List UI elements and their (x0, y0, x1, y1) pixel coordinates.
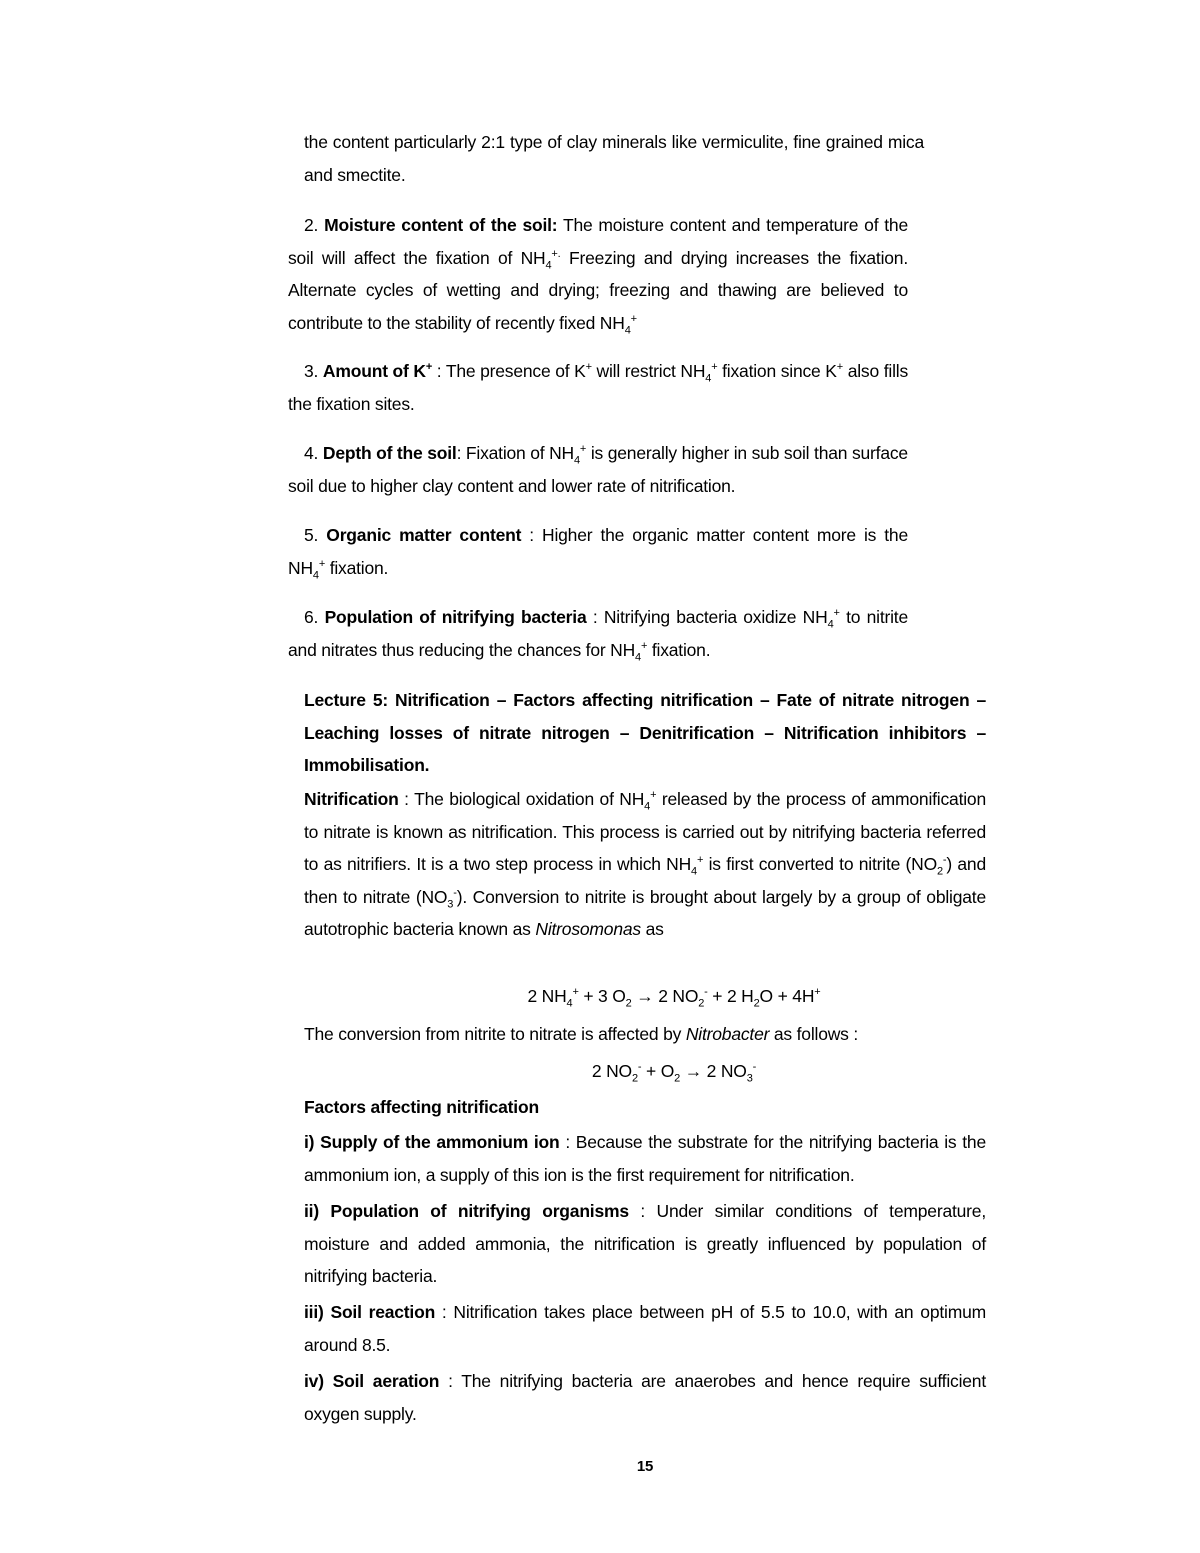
item-moisture: 2. Moisture content of the soil: The moisture content and temperature of the soil will affect the fixation of $NH_4^{+.}$ Freezing and drying increases the fixation. Alternate cycles of wetting and drying; freezing and thawing are believed to contribute to the stability of recently fixed $NH_4^+$ (288, 215, 908, 336)
factor-item: iii) Soil reaction : Nitrification takes place between pH of 5.5 to 10.0, with an optimum around 8.5. (304, 1302, 986, 1355)
item-heading: Organic matter content (326, 525, 522, 545)
item-number: 3. (304, 361, 319, 381)
genus-name: Nitrosomonas (535, 919, 641, 939)
factor-heading: Population of nitrifying organisms (330, 1201, 629, 1221)
equation-nitrite: 2 $NH_4^+ + 3$ $O_2 \to 2$ $NO_2^- + 2$ $H_2O + 4H^+$ (527, 986, 821, 1010)
factor-heading: Soil aeration (332, 1371, 440, 1391)
item-organic-matter: 5. Organic matter content : Higher the organic matter content more is the $NH_4^+$ fixation. (288, 525, 908, 581)
item-number: 5. (304, 525, 319, 545)
factor-item: i) Supply of the ammonium ion : Because the substrate for the nitrifying bacteria is the ammonium ion, a supply of this ion is the first requirement for nitrification. (304, 1132, 986, 1185)
item-nitrifying-bacteria: 6. Population of nitrifying bacteria : Nitrifying bacteria oxidize $NH_4^+$ to nitrite and nitrates thus reducing the chances for $NH_4^+$ fixation. (288, 607, 908, 663)
factor-heading: Supply of the ammonium ion (320, 1132, 560, 1152)
item-number: 6. (304, 607, 319, 627)
lecture-title: Lecture 5: Nitrification – Factors affecting nitrification – Fate of nitrate nitrogen – Leaching losses of nitrate nitrogen – Denitrification – Nitrification inhibitors – Immobilisation. (304, 690, 986, 775)
page-number: 15 (636, 1458, 654, 1475)
conversion-text: The conversion from nitrite to nitrate is affected by Nitrobacter as follows : (304, 1024, 859, 1044)
item-number: 2. (304, 215, 319, 235)
item-heading: Amount of K+ (322, 361, 433, 381)
item-heading: Population of nitrifying bacteria (324, 607, 587, 627)
nitrification-heading: Nitrification (304, 789, 399, 809)
intro-paragraph (304, 126, 924, 191)
intro-text: the content particularly 2:1 type of clay minerals like vermiculite, fine grained mica and smectite. (304, 132, 924, 185)
item-number: 4. (304, 443, 319, 463)
item-depth: 4. Depth of the soil: Fixation of $NH_4^+$ is generally higher in sub soil than surface soil due to higher clay content and lower rate of nitrification. (288, 443, 908, 496)
factor-item: iv) Soil aeration : The nitrifying bacteria are anaerobes and hence require sufficient oxygen supply. (304, 1371, 986, 1424)
arrow-icon: → (631, 986, 659, 1006)
arrow-icon: → (680, 1061, 707, 1081)
factor-heading: Soil reaction (330, 1302, 436, 1322)
item-heading: Depth of the soil (322, 443, 457, 463)
factor-item: ii) Population of nitrifying organisms : Under similar conditions of temperature, moisture and added ammonia, the nitrification is greatly influenced by population of nitrifying bacteria. (304, 1201, 986, 1286)
factors-heading: Factors affecting nitrification (304, 1097, 539, 1117)
genus-name: Nitrobacter (685, 1024, 770, 1044)
item-heading: Moisture content of the soil: (324, 215, 558, 235)
nitrification-paragraph: Nitrification : The biological oxidation of $NH_4^+$ released by the process of ammonification to nitrate is known as nitrification. This process is carried out by nitrifying bacteria referred to as nitrifiers. It is a two step process in which $NH_4^+$ is first converted to nitrite $(NO_2^-)$ and then to nitrate $(NO_3^-)$. Conversion to nitrite is brought about largely by a group of obligate autotrophic bacteria known as Nitrosomonas as (304, 789, 986, 939)
equation-nitrate: 2 $NO_2^- + O_2 \to 2$ $NO_3^-$ (591, 1061, 757, 1085)
item-potassium: 3. Amount of K+ : The presence of K+ will restrict $NH_4^+$ fixation since K+ also fills the fixation sites. (288, 361, 908, 414)
